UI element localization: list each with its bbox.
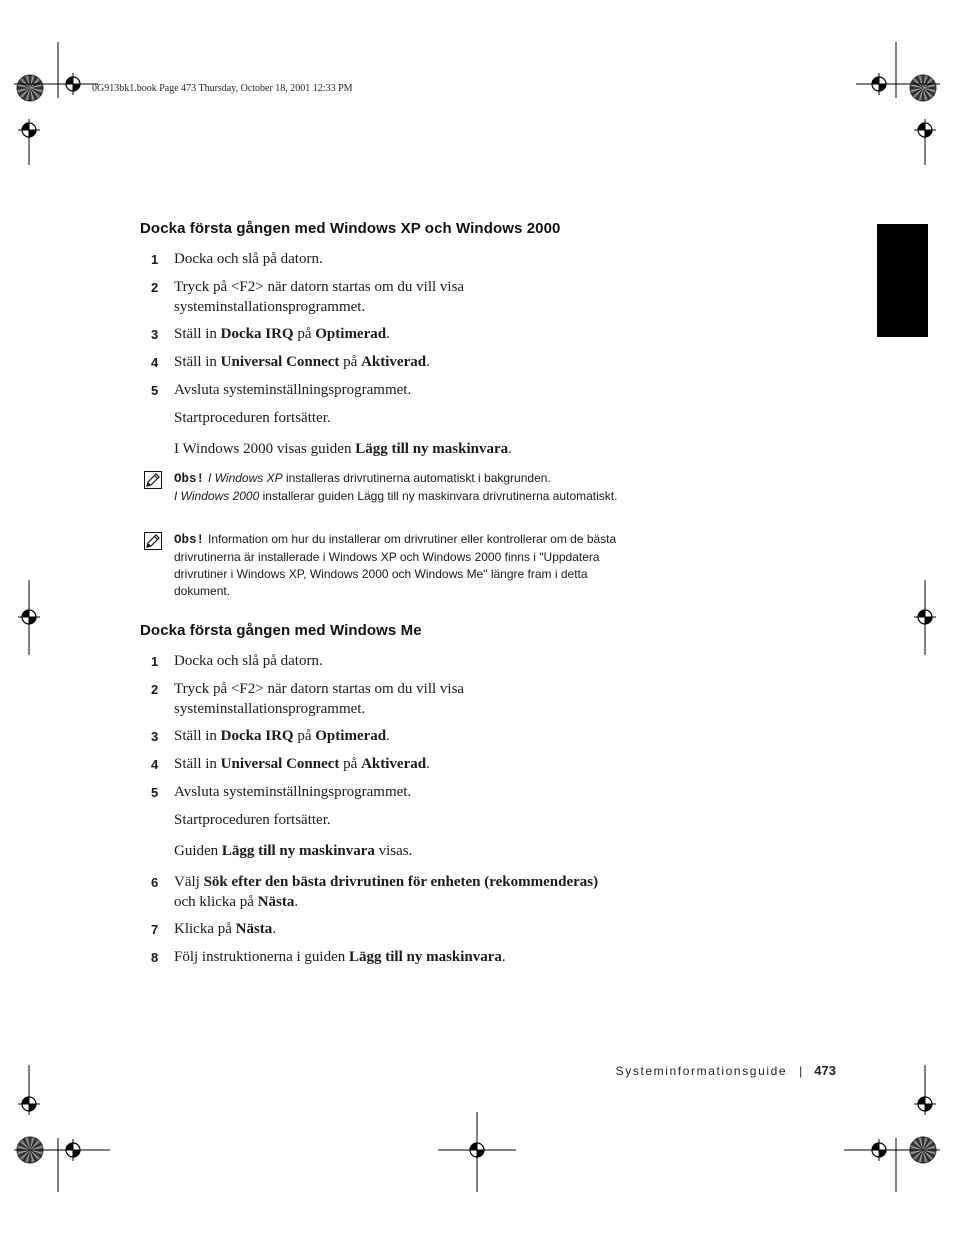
step-item: 2 Tryck på <F2> när datorn startas om du vill visa systeminstallationsprogrammet. (151, 681, 465, 717)
guide-name: Systeminformationsguide (615, 1064, 788, 1078)
step-item: 2 Tryck på <F2> när datorn startas om du vill visa systeminstallationsprogrammet. (151, 279, 465, 315)
pencil-note-icon (144, 471, 162, 489)
step-item: 3 Ställ in Docka IRQ på Optimerad. (151, 728, 390, 744)
file-info-line: 0G913bk1.book Page 473 Thursday, October 18, 2001 12:33 PM (92, 83, 353, 94)
body-paragraph: Guiden Lägg till ny maskinvara visas. (174, 843, 413, 859)
step-item: 3 Ställ in Docka IRQ på Optimerad. (151, 326, 390, 342)
step-item: 4 Ställ in Universal Connect på Aktiverad. (151, 756, 430, 772)
step-item: 4 Ställ in Universal Connect på Aktiverad. (151, 354, 430, 370)
footer-separator: | (799, 1064, 803, 1078)
section-title-me: Docka första gången med Windows Me (140, 622, 422, 639)
pencil-note-icon (144, 532, 162, 550)
chapter-thumb-tab (877, 224, 928, 337)
step-item: 1 Docka och slå på datorn. (151, 251, 323, 267)
step-item: 6 Välj Sök efter den bästa drivrutinen för enheten (rekommenderas) och klicka på Nästa. (151, 874, 599, 910)
body-paragraph: Startproceduren fortsätter. (174, 410, 331, 426)
step-item: 1 Docka och slå på datorn. (151, 653, 323, 669)
page-footer (616, 1063, 836, 1078)
step-item: 7 Klicka på Nästa. (151, 921, 277, 937)
step-item: 5 Avsluta systeminställningsprogrammet. (151, 382, 412, 398)
note-box: Obs! I Windows XP installeras drivrutinerna automatiskt i bakgrunden. I Windows 2000 installerar guiden Lägg till ny maskinvara drivrutinerna automatiskt. (140, 470, 630, 505)
body-paragraph: Startproceduren fortsätter. (174, 812, 331, 828)
note-box: Obs! Information om hur du installerar om drivrutiner eller kontrollerar om de bästa drivrutinerna är installerade i Windows XP och Windows 2000 finns i "Uppdatera drivrutiner i Windows XP, Windows 2000 och Windows Me" längre fram i detta dokument. (140, 531, 630, 600)
section-title-xp-2000: Docka första gången med Windows XP och Windows 2000 (140, 220, 561, 237)
step-item: 8 Följ instruktionerna i guiden Lägg till ny maskinvara. (151, 949, 506, 965)
step-item: 5 Avsluta systeminställningsprogrammet. (151, 784, 412, 800)
page-number: 473 (814, 1063, 836, 1078)
body-paragraph: I Windows 2000 visas guiden Lägg till ny maskinvara. (174, 441, 512, 457)
